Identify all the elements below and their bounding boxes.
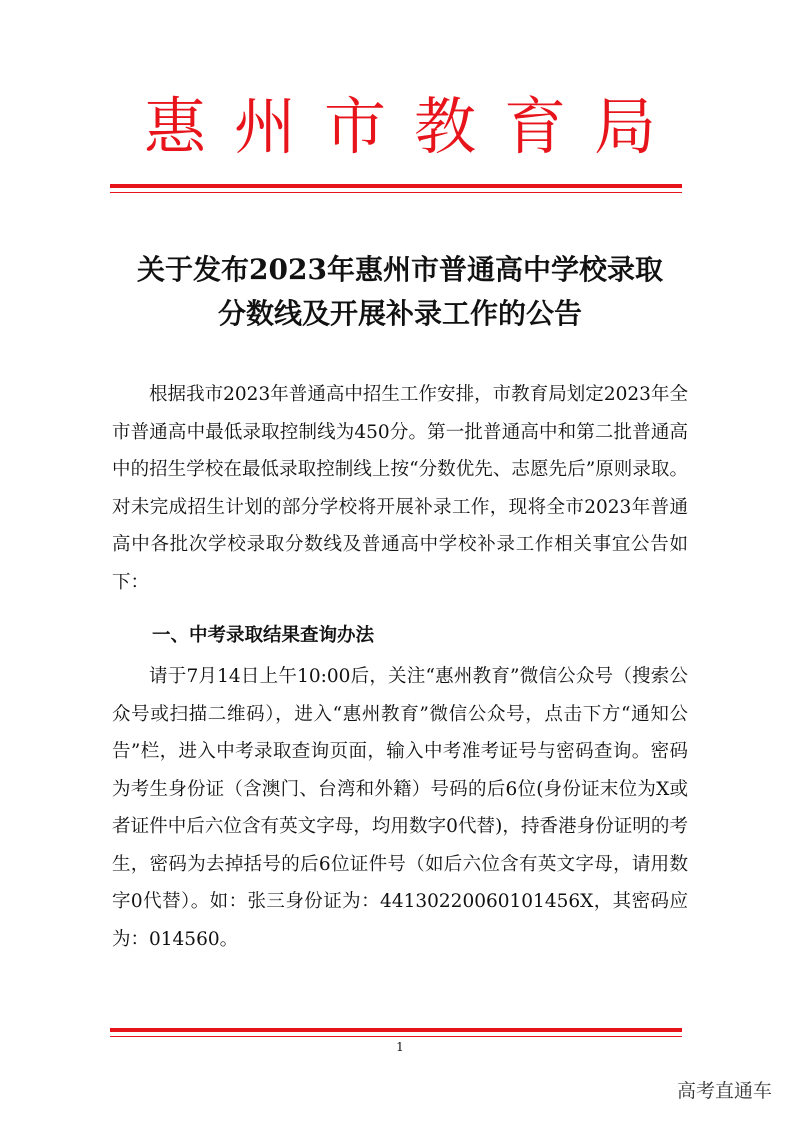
section-1-paragraph: 请于7月14日上午10:00后，关注“惠州教育”微信公众号（搜索公众号或扫描二维码），进入“惠州教育”微信公众号，点击下方“通知公告”栏，进入中考录取查询页面，输入中考准考证号与密码查询。密码为考生身份证（含澳门、台湾和外籍）号码的后6位(身份证末位为X或者证件中后六位含有英文字母，均用数字0代替)，持香港身份证明的考生，密码为去掉括号的后6位证件号（如后六位含有英文字母，请用数字0代替）。如：张三身份证为：44130220060101456X，其密码应为：014560。 xyxy=(112,666,688,950)
section-1-heading: 一、中考录取结果查询办法 xyxy=(152,625,375,646)
watermark: 高考直通车 xyxy=(676,1080,772,1102)
document-title-line-1: 关于发布2023年惠州市普通高中学校录取 xyxy=(137,253,663,286)
footer-rule-thick xyxy=(110,1028,682,1032)
footer-rule-thin xyxy=(110,1036,682,1037)
header-rule-thin xyxy=(110,192,682,193)
document-title-line-2: 分数线及开展补录工作的公告 xyxy=(217,297,582,330)
page-number: 1 xyxy=(396,1040,404,1054)
header-rule-thick xyxy=(110,184,682,188)
issuer-header: 惠州市教育局 xyxy=(143,90,684,163)
intro-paragraph: 根据我市2023年普通高中招生工作安排，市教育局划定2023年全市普通高中最低录取控制线为450分。第一批普通高中和第二批普通高中的招生学校在最低录取控制线上按“分数优先、志愿先后”原则录取。对未完成招生计划的部分学校将开展补录工作，现将全市2023年普通高中各批次学校录取分数线及普通高中学校补录工作相关事宜公告如下： xyxy=(112,384,688,593)
